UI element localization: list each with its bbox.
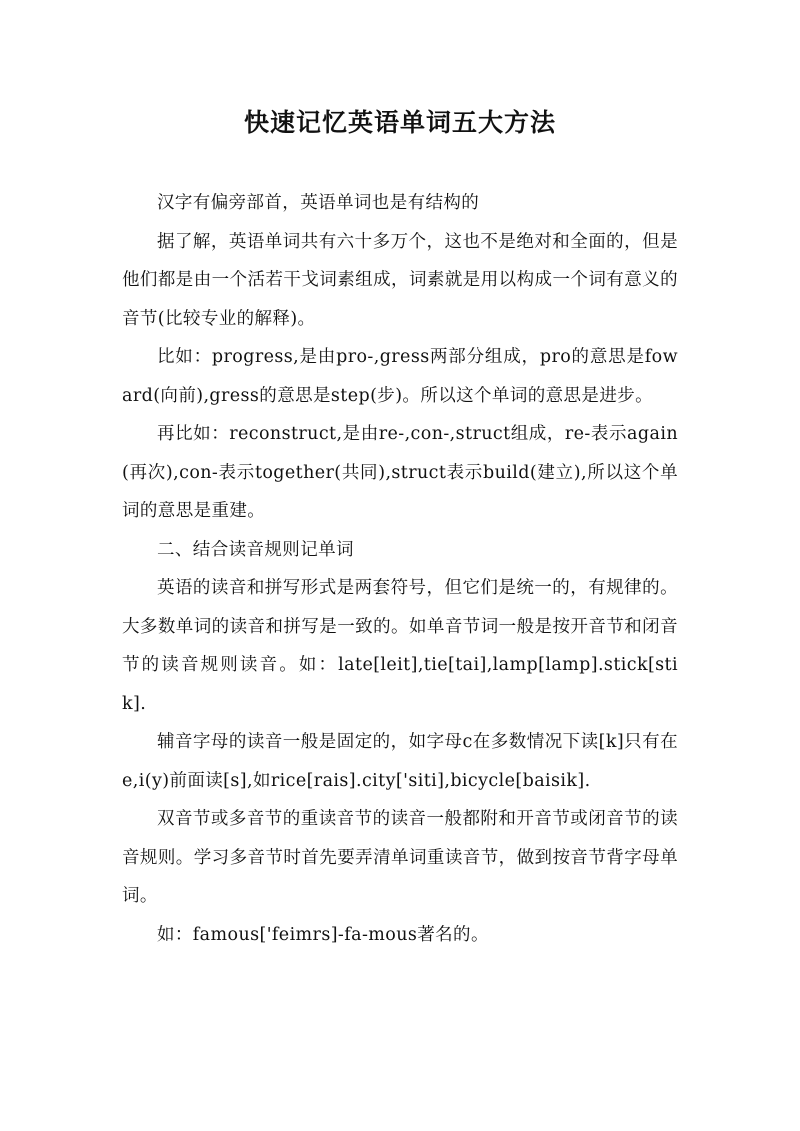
document-title: 快速记忆英语单词五大方法 bbox=[243, 108, 556, 137]
paragraph-1: 汉字有偏旁部首，英语单词也是有结构的 bbox=[157, 193, 480, 213]
document-body bbox=[122, 184, 678, 954]
section-heading: 二、结合读音规则记单词 bbox=[157, 539, 354, 560]
paragraph-8: 如：famous['feimrs]-fa-mous著名的。 bbox=[157, 924, 489, 945]
paragraph-7: 双音节或多音节的重读音节的读音一般都附和开音节或闭音节的读音规则。学习多音节时首先要弄清单词重读音节，做到按音节背字母单词。 bbox=[122, 809, 678, 906]
paragraph-4: 再比如：reconstruct,是由re-,con-,struct组成，re-表示again(再次),con-表示together(共同),struct表示build(建立),所以这个单词的意思是重建。 bbox=[122, 424, 678, 521]
paragraph-6: 辅音字母的读音一般是固定的，如字母c在多数情况下读[k]只有在e,i(y)前面读[s],如rice[rais].city['siti],bicycle[baisik]. bbox=[122, 732, 678, 791]
paragraph-2: 据了解，英语单词共有六十多万个，这也不是绝对和全面的，但是他们都是由一个活若干戈词素组成，词素就是用以构成一个词有意义的音节(比较专业的解释)。 bbox=[122, 231, 678, 329]
paragraph-3: 比如：progress,是由pro-,gress两部分组成，pro的意思是foward(向前),gress的意思是step(步)。所以这个单词的意思是进步。 bbox=[122, 347, 678, 406]
paragraph-5: 英语的读音和拼写形式是两套符号，但它们是统一的，有规律的。大多数单词的读音和拼写是一致的。如单音节词一般是按开音节和闭音节的读音规则读音。如：late[leit],tie[tai],lamp[lamp].stick[stik]. bbox=[122, 578, 678, 714]
